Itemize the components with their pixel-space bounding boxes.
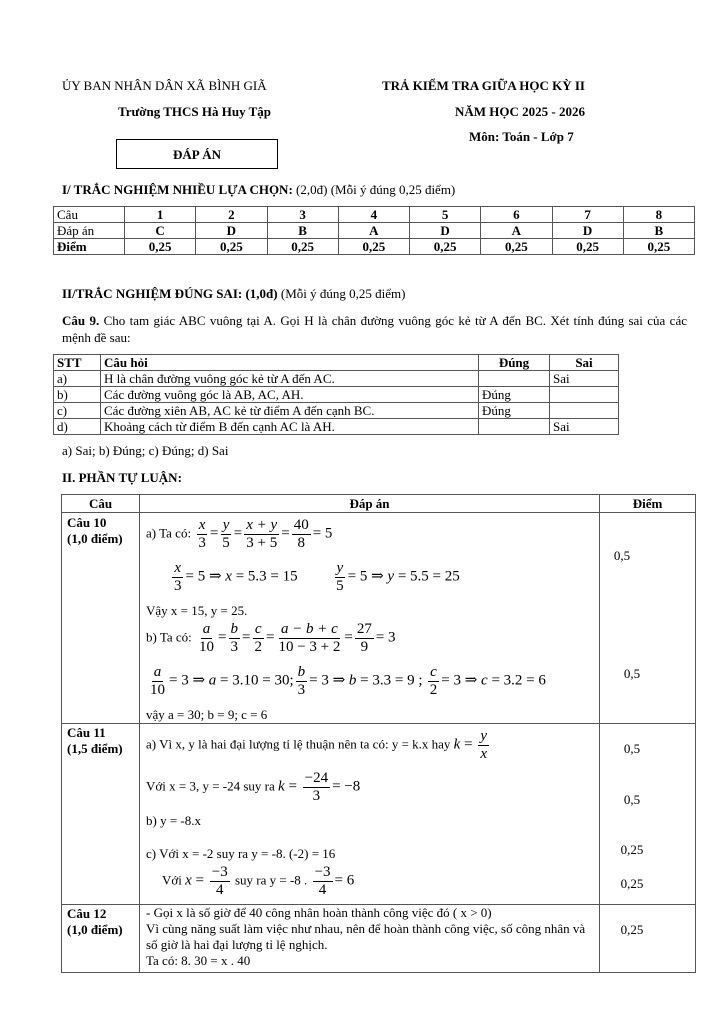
question-number: 4 xyxy=(338,207,409,223)
true-cell xyxy=(479,371,550,387)
question-number: 3 xyxy=(267,207,338,223)
q11-c2-mid: suy ra y = -8 . xyxy=(234,872,308,888)
q11-a-line: a) Vì x, y là hai đại lượng tỉ lệ thuận nên ta có: y = k.x hay k = $\frac{y}{x}$ xyxy=(146,728,487,762)
q10-point: 0,5 xyxy=(623,666,641,681)
stt-cell: c) xyxy=(54,403,101,419)
formula-fraction: $\frac{a}{10}$ xyxy=(150,664,165,698)
formula-fraction: $\frac{x + y}{3 + 5}$ xyxy=(246,517,278,551)
q12-label xyxy=(67,906,123,938)
formula-fraction: $\frac{a}{10}$ xyxy=(199,621,215,655)
answer-cell: C xyxy=(125,223,196,239)
q10-number: Câu 10 xyxy=(67,515,107,530)
true-cell: Đúng xyxy=(479,403,550,419)
points-cell: 0,25 xyxy=(125,239,196,255)
points-cell: 0,25 xyxy=(481,239,552,255)
formula-fraction: $\frac{y}{5}$ xyxy=(222,517,230,551)
subject-line: Môn: Toán - Lớp 7 xyxy=(469,129,574,144)
q11-b-text: b) y = -8.x xyxy=(146,813,201,828)
statement-cell: H là chân đường vuông góc kẻ từ A đến AC. xyxy=(101,371,479,387)
table-row xyxy=(54,403,619,419)
q11-label xyxy=(67,725,123,757)
table-row xyxy=(54,419,619,435)
row-label: Điểm xyxy=(54,239,125,255)
statement-cell: Các đường vuông góc là AB, AC, AH. xyxy=(101,387,479,403)
part1-heading xyxy=(62,182,455,198)
exam-title: TRẢ KIỂM TRA GIỮA HỌC KỲ II xyxy=(382,78,585,93)
q11-point: 0,25 xyxy=(620,876,644,891)
q10-b-line1: b) Ta có: $\frac{a}{10}$ = $\frac{b}{3}$ = $\frac{c}{2}$ = $\frac{a - b + c}{10 - 3 + 2}$ = $\frac{27}{9}$ = 3 xyxy=(146,621,396,655)
answer-cell: A xyxy=(481,223,552,239)
answer-cell: A xyxy=(338,223,409,239)
formula-fraction: $\frac{y}{5}$ xyxy=(336,560,344,594)
false-cell: Sai xyxy=(550,371,619,387)
formula-fraction: $\frac{x}{3}$ xyxy=(198,517,206,551)
stt-cell: d) xyxy=(54,419,101,435)
formula-fraction: $\frac{40}{8}$ xyxy=(293,517,309,551)
q10-points-label: (1,0 điểm) xyxy=(67,531,123,546)
q10-b-line2: $\frac{a}{10}$ = 3 ⇒ a = 3.10 = 30; $\frac{b}{3}$ = 3 ⇒ b = 3.3 = 9 ; $\frac{c}{2}$ = 3 ⇒ c = 3.2 = 6 xyxy=(150,664,546,698)
question-number: 2 xyxy=(196,207,267,223)
col-header: Đúng xyxy=(479,355,550,371)
q10-a-result: Vậy x = 15, y = 25. xyxy=(146,603,248,618)
q10-label xyxy=(67,515,123,547)
formula-fraction: $\frac{-24}{3}$ xyxy=(304,770,329,804)
formula-fraction: $\frac{c}{2}$ xyxy=(429,664,438,698)
col-header: Điểm xyxy=(600,495,695,513)
false-cell: Sai xyxy=(550,419,619,435)
part1-table xyxy=(53,206,695,255)
question-9-text: Cho tam giác ABC vuông tại A. Gọi H là chân đường vuông góc kẻ từ A đến BC. Xét tính đúng sai của các mệnh đề sau: xyxy=(62,313,687,345)
formula-fraction: $\frac{27}{9}$ xyxy=(356,621,372,655)
q12-points-label: (1,0 điểm) xyxy=(67,922,123,937)
q10-b-intro: b) Ta có: xyxy=(146,629,192,645)
col-header: Sai xyxy=(550,355,619,371)
part2-heading xyxy=(62,286,405,302)
answer-cell: D xyxy=(196,223,267,239)
q11-a-text: a) Vì x, y là hai đại lượng tỉ lệ thuận nên ta có: y = k.x hay xyxy=(146,736,451,752)
q12-line: Vì cùng năng suất làm việc như nhau, nên để hoàn thành công việc, số công nhân và số giờ là hai đại lượng tỉ lệ nghịch. xyxy=(146,921,586,952)
part3-title: II. PHẦN TỰ LUẬN: xyxy=(62,470,182,485)
statement-cell: Khoảng cách từ điểm B đến cạnh AC là AH. xyxy=(101,419,479,435)
table-row xyxy=(54,371,619,387)
formula-fraction: $\frac{b}{3}$ xyxy=(230,621,238,655)
stt-cell: b) xyxy=(54,387,101,403)
part2-title: II/TRẮC NGHIỆM ĐÚNG SAI: (1,0đ) xyxy=(62,286,278,301)
row-label: Đáp án xyxy=(54,223,125,239)
q11-point: 0,5 xyxy=(623,792,641,807)
q10-b-result: vậy a = 30; b = 9; c = 6 xyxy=(146,707,268,722)
q11-c2-line: Với x = $\frac{-3}{4}$ suy ra y = -8 . $\frac{-3}{4}$ = 6 xyxy=(162,864,355,898)
formula-fraction: $\frac{y}{x}$ xyxy=(480,728,487,762)
statement-cell: Các đường xiên AB, AC kẻ từ điểm A đến cạnh BC. xyxy=(101,403,479,419)
table-row xyxy=(54,207,695,223)
school-name: Trường THCS Hà Huy Tập xyxy=(118,104,271,119)
question-9-label: Câu 9. xyxy=(62,313,100,328)
question-number: 6 xyxy=(481,207,552,223)
table-row xyxy=(54,223,695,239)
points-cell: 0,25 xyxy=(338,239,409,255)
q10-a-line2: $\frac{x}{3}$ = 5 ⇒ x = 5.3 = 15 $\frac{y}{5}$ = 5 ⇒ y = 5.5 = 25 xyxy=(174,560,460,594)
q11-point: 0,25 xyxy=(620,842,644,857)
part1-note: (2,0đ) (Mỗi ý đúng 0,25 điểm) xyxy=(292,182,456,197)
answer-cell: B xyxy=(267,223,338,239)
answer-key-box: ĐÁP ÁN xyxy=(116,139,278,169)
points-cell: 0,25 xyxy=(267,239,338,255)
true-cell: Đúng xyxy=(479,387,550,403)
q10-point: 0,5 xyxy=(613,548,631,563)
answer-cell: D xyxy=(410,223,481,239)
col-header: STT xyxy=(54,355,101,371)
points-cell: 0,25 xyxy=(552,239,623,255)
question-number: 8 xyxy=(623,207,694,223)
formula-fraction: $\frac{x}{3}$ xyxy=(174,560,182,594)
question-number: 7 xyxy=(552,207,623,223)
q11-c-text: c) Với x = -2 suy ra y = -8. (-2) = 16 xyxy=(146,846,336,861)
true-cell xyxy=(479,419,550,435)
q12-line: - Gọi x là số giờ để 40 công nhân hoàn thành công việc đó ( x > 0) xyxy=(146,905,492,920)
points-cell: 0,25 xyxy=(623,239,694,255)
points-cell: 0,25 xyxy=(410,239,481,255)
question-number: 5 xyxy=(410,207,481,223)
q10-a-line1: a) Ta có: $\frac{x}{3}$ = $\frac{y}{5}$ = $\frac{x + y}{3 + 5}$ = $\frac{40}{8}$ = 5 xyxy=(146,517,333,551)
formula-fraction: $\frac{-3}{4}$ xyxy=(211,864,228,898)
col-header: Đáp án xyxy=(140,495,600,513)
q11-points-label: (1,5 điểm) xyxy=(67,741,123,756)
q12-number: Câu 12 xyxy=(67,906,107,921)
school-year: NĂM HỌC 2025 - 2026 xyxy=(455,104,585,119)
row-label: Câu xyxy=(54,207,125,223)
q12-answer xyxy=(146,905,598,969)
formula-fraction: $\frac{-3}{4}$ xyxy=(314,864,331,898)
col-header: Câu hỏi xyxy=(101,355,479,371)
q11-a2-line: Với x = 3, y = -24 suy ra k = $\frac{-24}{3}$ = −8 xyxy=(146,770,361,804)
points-cell: 0,25 xyxy=(196,239,267,255)
part2-summary: a) Sai; b) Đúng; c) Đúng; d) Sai xyxy=(62,443,229,458)
q12-line: Ta có: 8. 30 = x . 40 xyxy=(146,953,251,968)
question-number: 1 xyxy=(125,207,196,223)
table-row xyxy=(54,239,695,255)
q11-c2-pre: Với xyxy=(162,872,182,888)
stt-cell: a) xyxy=(54,371,101,387)
q11-number: Câu 11 xyxy=(67,725,106,740)
false-cell xyxy=(550,387,619,403)
q11-point: 0,5 xyxy=(623,741,641,756)
q11-a2-text: Với x = 3, y = -24 suy ra xyxy=(146,778,275,794)
part1-title: I/ TRẮC NGHIỆM NHIỀU LỰA CHỌN: xyxy=(62,182,293,197)
col-header: Câu xyxy=(62,495,140,513)
formula-fraction: $\frac{c}{2}$ xyxy=(254,621,262,655)
org-name: ỦY BAN NHÂN DÂN XÃ BÌNH GIÃ xyxy=(62,78,267,93)
answer-cell: B xyxy=(623,223,694,239)
part2-table xyxy=(53,354,619,435)
table-row xyxy=(54,387,619,403)
formula-fraction: $\frac{b}{3}$ xyxy=(297,664,306,698)
q12-point: 0,25 xyxy=(620,922,644,937)
part2-note: (Mỗi ý đúng 0,25 điểm) xyxy=(277,286,406,301)
q10-a-intro: a) Ta có: xyxy=(146,525,192,541)
formula-fraction: $\frac{a - b + c}{10 - 3 + 2}$ xyxy=(278,621,341,655)
question-9 xyxy=(62,312,687,346)
row-divider xyxy=(62,723,695,724)
table-header-row xyxy=(54,355,619,371)
answer-cell: D xyxy=(552,223,623,239)
false-cell xyxy=(550,403,619,419)
